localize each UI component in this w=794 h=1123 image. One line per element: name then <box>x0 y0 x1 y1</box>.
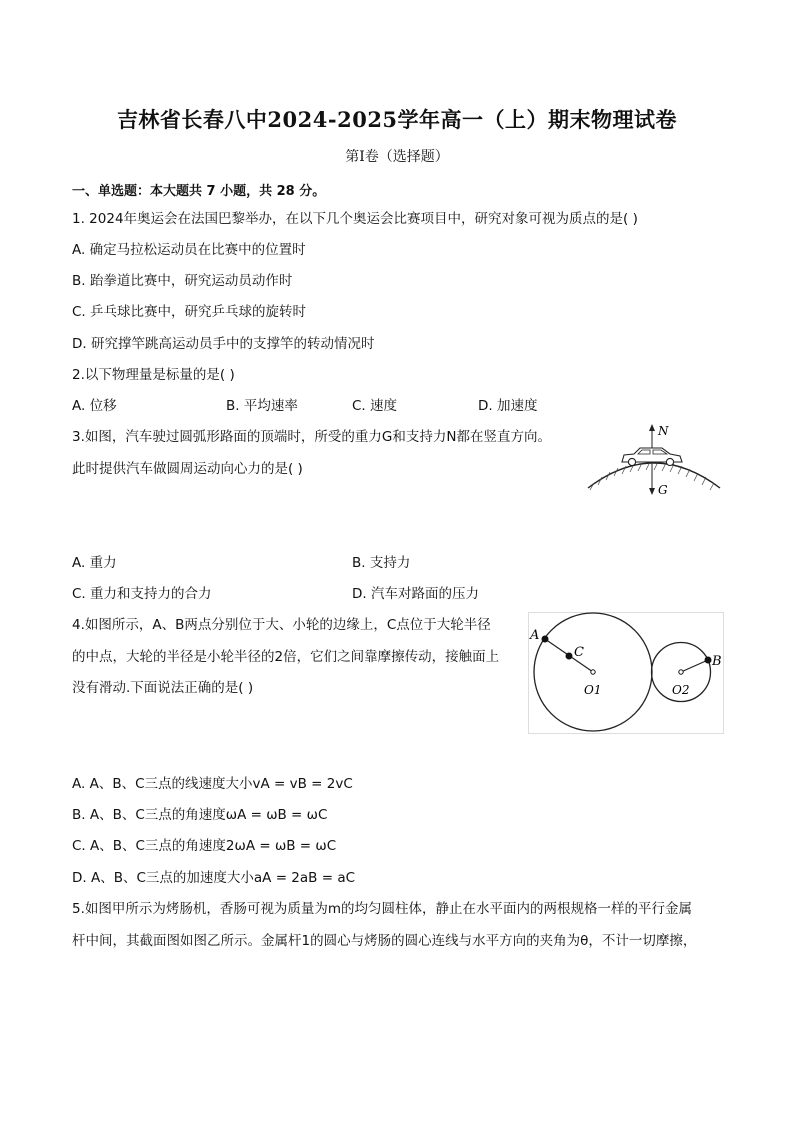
q2-stem: 2.以下物理量是标量的是( ) <box>72 367 235 383</box>
q3-label-n: N <box>658 424 669 438</box>
q3-car-on-arc-figure <box>584 420 724 500</box>
q2-option-a: A. 位移 <box>72 398 117 414</box>
q4-stem-line-3: 没有滑动.下面说法正确的是( ) <box>72 680 254 696</box>
q4-label-o2: O2 <box>672 683 690 697</box>
q1-option-b: B. 跆拳道比赛中，研究运动员动作时 <box>72 273 293 289</box>
q4-stem-line-1: 4.如图所示，A、B两点分别位于大、小轮的边缘上，C点位于大轮半径 <box>72 617 491 633</box>
q3-option-d: D. 汽车对路面的压力 <box>352 586 479 602</box>
q4-point-c <box>566 653 573 660</box>
q3-gravity-arrowhead <box>649 488 655 495</box>
q3-normal-arrowhead <box>649 424 655 431</box>
q4-option-b: B. A、B、C三点的角速度ωA = ωB = ωC <box>72 807 328 823</box>
q4-center-o2 <box>679 670 683 674</box>
q4-point-a <box>542 636 549 643</box>
q4-label-c: C <box>574 645 584 660</box>
q4-option-c: C. A、B、C三点的角速度2ωA = ωB = ωC <box>72 838 337 854</box>
q4-option-a: A. A、B、C三点的线速度大小vA = vB = 2vC <box>72 776 353 792</box>
q3-label-g: G <box>658 483 668 497</box>
q1-option-d: D. 研究撑竿跳高运动员手中的支撑竿的转动情况时 <box>72 336 375 352</box>
q3-option-c: C. 重力和支持力的合力 <box>72 586 212 602</box>
q4-small-radius <box>681 660 708 672</box>
q3-stem-line-2: 此时提供汽车做圆周运动向心力的是( ) <box>72 461 303 477</box>
q5-stem-line-2: 杆中间，其截面图如图乙所示。金属杆1的圆心与烤肠的圆心连线与水平方向的夹角为θ，不计一切摩擦， <box>72 933 697 949</box>
q1-option-c: C. 乒乓球比赛中，研究乒乓球的旋转时 <box>72 304 307 320</box>
q3-option-a: A. 重力 <box>72 555 117 571</box>
section-subtitle: 第I卷（选择题） <box>345 149 449 165</box>
q3-option-b: B. 支持力 <box>352 555 411 571</box>
q4-stem-line-2: 的中点，大轮的半径是小轮半径的2倍，它们之间靠摩擦传动，接触面上 <box>72 649 500 665</box>
q2-option-c: C. 速度 <box>352 398 398 414</box>
section-heading: 一、单选题：本大题共 7 小题，共 28 分。 <box>72 184 326 199</box>
q4-friction-wheels-figure <box>528 612 724 734</box>
q1-option-a: A. 确定马拉松运动员在比赛中的位置时 <box>72 242 306 258</box>
q4-option-d: D. A、B、C三点的加速度大小aA = 2aB = aC <box>72 870 356 886</box>
q2-option-d: D. 加速度 <box>478 398 538 414</box>
q4-center-o1 <box>591 670 595 674</box>
q5-stem-line-1: 5.如图甲所示为烤肠机，香肠可视为质量为m的均匀圆柱体，静止在水平面内的两根规格一样的平行金属 <box>72 901 693 917</box>
q1-stem: 1. 2024年奥运会在法国巴黎举办，在以下几个奥运会比赛项目中，研究对象可视为质点的是( ) <box>72 211 638 227</box>
q4-label-b: B <box>712 654 722 669</box>
q4-point-b <box>705 657 712 664</box>
page-title: 吉林省长春八中2024-2025学年高一（上）期末物理试卷 <box>116 107 678 132</box>
q2-option-b: B. 平均速率 <box>226 398 298 414</box>
q3-stem-line-1: 3.如图，汽车驶过圆弧形路面的顶端时，所受的重力G和支持力N都在竖直方向。 <box>72 429 551 445</box>
q3-road-arc <box>588 463 720 488</box>
q4-label-a: A <box>530 628 540 643</box>
q4-label-o1: O1 <box>584 683 602 697</box>
